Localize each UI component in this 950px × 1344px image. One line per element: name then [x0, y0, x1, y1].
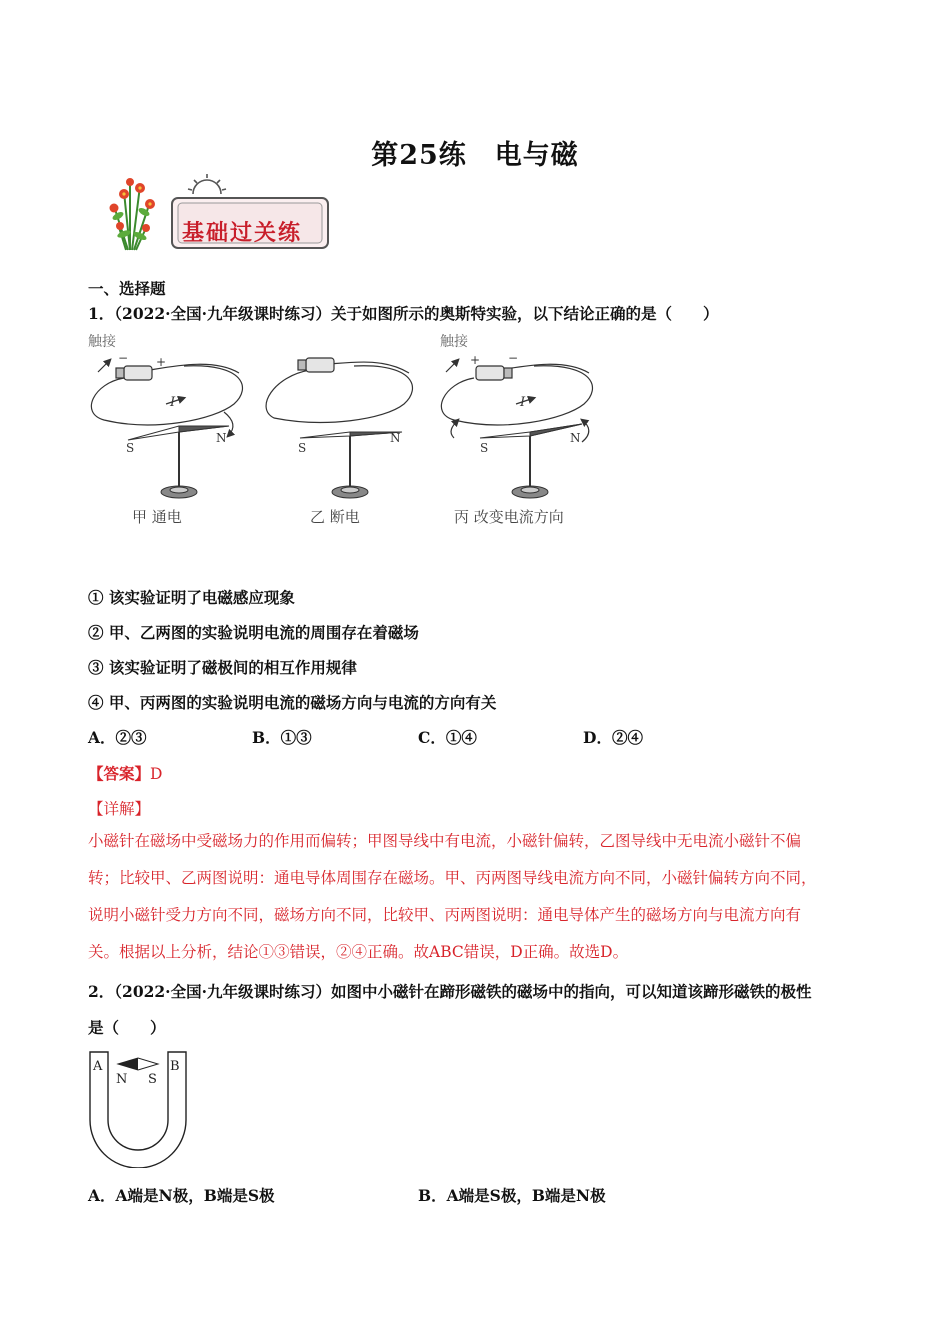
detail-line-4: 关。根据以上分析，结论①③错误，②④正确。故ABC错误，D正确。故选D。: [88, 943, 629, 961]
touch-label-1: 触接: [88, 334, 116, 350]
question-1-stem: 1．（2022·全国·九年级课时练习）关于如图所示的奥斯特实验，以下结论正确的是（ ）: [88, 304, 719, 323]
end-b-label: B: [170, 1059, 180, 1074]
page-title: 第25练 电与磁: [371, 140, 579, 171]
q1-option-a: A．②③: [88, 728, 147, 747]
detail-line-3: 说明小磁针受力方向不同，磁场方向不同，比较甲、丙两图说明：通电导体产生的磁场方向与电流方向有: [88, 906, 802, 924]
question-2-stem-line-1: 2．（2022·全国·九年级课时练习）如图中小磁针在蹄形磁铁的磁场中的指向，可以知道该蹄形磁铁的极性: [88, 982, 812, 1001]
minus-label-1: −: [118, 351, 129, 365]
banner-text: 基础过关练: [182, 220, 303, 246]
needle-n-label: N: [116, 1072, 128, 1087]
answer-label: 【答案】: [88, 764, 151, 783]
q2-option-b: B．A端是S极，B端是N极: [418, 1186, 606, 1205]
current-label-3: I: [520, 395, 526, 410]
q1-option-d: D．②④: [583, 728, 643, 747]
oersted-diagram-icon: [84, 328, 604, 528]
s-label-1: S: [126, 441, 135, 455]
statement-1: ① 该实验证明了电磁感应现象: [88, 588, 295, 607]
caption-jia: 甲 通电: [132, 508, 182, 526]
n-label-1: N: [216, 431, 227, 445]
question-2-stem-line-2: 是（ ）: [88, 1018, 166, 1037]
caption-bing: 丙 改变电流方向: [454, 508, 564, 526]
current-label-1: I: [170, 395, 176, 410]
statement-4: ④ 甲、丙两图的实验说明电流的磁场方向与电流的方向有关: [88, 693, 497, 712]
answer-value: D: [150, 765, 163, 783]
detail-line-1: 小磁针在磁场中受磁场力的作用而偏转；甲图导线中有电流，小磁针偏转，乙图导线中无电流小磁针不偏: [88, 832, 802, 850]
section-heading: 一、选择题: [88, 279, 166, 298]
q2-option-a: A．A端是N极，B端是S极: [88, 1186, 275, 1205]
q1-option-b: B．①③: [252, 728, 312, 747]
horseshoe-magnet-icon: [88, 1050, 188, 1168]
q1-option-c: C．①④: [418, 728, 477, 747]
detail-line-2: 转；比较甲、乙两图说明：通电导体周围存在磁场。甲、丙两图导线电流方向不同，小磁针偏转方向不同，: [88, 869, 817, 887]
statement-2: ② 甲、乙两图的实验说明电流的周围存在着磁场: [88, 623, 419, 642]
s-label-2: S: [298, 441, 307, 455]
plus-label-1: +: [156, 355, 167, 369]
horseshoe-magnet-figure: [88, 1050, 188, 1168]
end-a-label: A: [93, 1059, 103, 1074]
touch-label-3: 触接: [440, 334, 468, 350]
n-label-2: N: [390, 431, 401, 445]
needle-s-label: S: [148, 1072, 157, 1087]
plus-label-3: +: [470, 353, 481, 367]
detail-label: 【详解】: [88, 800, 151, 818]
caption-yi: 乙 断电: [310, 508, 360, 526]
answer-line: [88, 762, 162, 784]
section-banner: [100, 172, 332, 252]
statement-3: ③ 该实验证明了磁极间的相互作用规律: [88, 658, 357, 677]
detail-text: [88, 823, 868, 971]
oersted-experiment-figure: [84, 328, 604, 528]
minus-label-3: −: [508, 351, 519, 365]
n-label-3: N: [570, 431, 581, 445]
s-label-3: S: [480, 441, 489, 455]
